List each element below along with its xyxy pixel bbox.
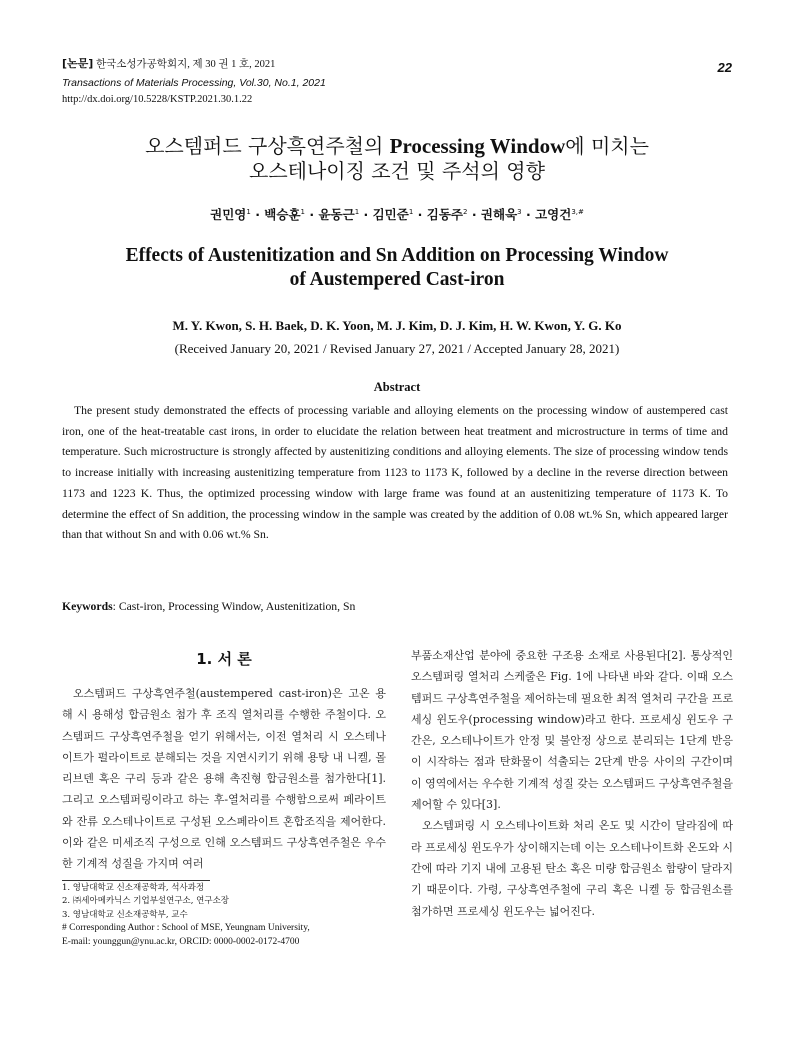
author-affil: 2 — [463, 207, 468, 216]
title-ko-line2: 오스테나이징 조건 및 주석의 영향 — [249, 159, 545, 183]
body-text-left: 오스템퍼드 구상흑연주철(austempered cast-iron)은 고온 용해 시 용해성 합금원소 첨가 후 조직 열처리를 수행한 주철이다. 오스템퍼드 구상흑연주철을 얻기 위해서는, 이전 열처리 시 오스테나이트가 펄라이트로 분해되는 것을 지연시키기 위해 용탕 내 니켈, 몰리브덴 혹은 구리 등과 같은 용해 촉진형 합금원소를 첨가한다[1]. 그리고 오스템퍼링이라고 하는 후-열처리를 수행함으로써 페라이트와 잔류 오스테나이트로 구성된 오스페라이트 혼합조직을 제어한다. 이와 같은 미세조직 구성으로 인해 오스템퍼드 구상흑연주철은 우수한 기계적 성질을 가지며 여러 — [62, 687, 386, 871]
author-affil: 1 — [300, 207, 305, 216]
keywords — [62, 600, 355, 613]
doi-link[interactable]: http://dx.doi.org/10.5228/KSTP.2021.30.1.22 — [62, 94, 253, 105]
authors-en: M. Y. Kwon, S. H. Baek, D. K. Yoon, M. J. Kim, D. J. Kim, H. W. Kwon, Y. G. Ko — [172, 318, 622, 333]
author-affil: 1 — [408, 207, 414, 216]
author-affil: 3,# — [571, 207, 584, 216]
author-ko: 고영건 — [535, 207, 572, 222]
paragraph: 오스템퍼링 시 오스테나이트화 처리 온도 및 시간이 달라짐에 따라 프로세싱 윈도우가 상이해지는데 이는 오스테나이트화 온도와 시간에 따라 기지 내에 고용된 탄소 혹은 미량 합금원소 함량이 달라지기 때문이다. 가령, 구상흑연주철에 구리 혹은 니켈 등 합금원소를 첨가하면 프로세싱 윈도우는 넓어진다. — [411, 819, 734, 918]
footnote-affiliation-2: 2. ㈜세아메카닉스 기업부설연구소, 연구소장 — [62, 896, 230, 907]
footnote-email: E-mail: younggun@ynu.ac.kr, ORCID: 0000-0002-0172-4700 — [62, 936, 300, 947]
paper-type-tag: [논문] — [62, 57, 94, 70]
title-ko-en: Processing Window — [389, 134, 566, 158]
journal-name-en: Transactions of Materials Processing, Vol.30, No.1, 2021 — [62, 77, 326, 89]
author-ko: 김동주 — [426, 207, 463, 222]
title-ko-pre: 오스템퍼드 구상흑연주철의 — [145, 134, 390, 158]
footnotes — [62, 882, 392, 949]
author-ko: 김민준 — [372, 207, 409, 222]
author-affil: 3 — [517, 207, 522, 216]
author-affil: 1 — [354, 207, 360, 216]
section-heading: 1. 서 론 — [196, 650, 252, 668]
abstract-heading: Abstract — [373, 380, 421, 394]
submission-dates: (Received January 20, 2021 / Revised January 27, 2021 / Accepted January 28, 2021) — [174, 341, 620, 356]
journal-header-ko — [62, 57, 275, 72]
author-ko: 윤동근 — [318, 207, 355, 222]
title-en-line1: Effects of Austenitization and Sn Addition on Processing Window — [125, 245, 669, 266]
title-en — [0, 244, 794, 292]
authors-ko: 권민영$^1$ · 백승훈$^1$ · 윤동근$^1$ · 김민준$^1$ · 김동주$^2$ · 권해욱$^3$ · 고영건$^{3,\#}$ — [210, 207, 584, 222]
author-affil: 1 — [246, 207, 251, 216]
paragraph: 부품소재산업 분야에 중요한 구조용 소재로 사용된다[2]. 통상적인 오스템퍼링 열처리 스케줄은 Fig. 1에 나타낸 바와 같다. 이때 오스템퍼드 구상흑연주철을 제어하는데 필요한 최적 열처리 구간을 프로세싱 윈도우(processing window)라고 한다. 프로세싱 윈도우 구간은, 오스테나이트가 안정 및 불안정 상으로 분리되는 1단계 반응이 시작하는 점과 탄화물이 석출되는 2단계 반응 사이의 구간이며 이 영역에서는 우수한 기계적 성질 갖는 오스템퍼드 구상흑연주철을 제어할 수 있다[3]. — [411, 649, 734, 812]
journal-name-ko: 한국소성가공학회지, 제 30 권 1 호, 2021 — [95, 59, 276, 70]
title-ko-post: 에 미치는 — [565, 134, 649, 158]
keywords-text: : Cast-iron, Processing Window, Austenitization, Sn — [112, 600, 356, 613]
author-ko: 백승훈 — [264, 207, 301, 222]
footnote-affiliation-3: 3. 영남대학교 신소재공학부, 교수 — [62, 909, 188, 920]
footnote-affiliation-1: 1. 영남대학교 신소재공학과, 석사과정 — [62, 883, 205, 893]
title-en-line2: of Austempered Cast-iron — [289, 269, 505, 290]
page-number: 22 — [717, 60, 732, 75]
title-ko-line1 — [0, 134, 794, 159]
author-ko: 권해욱 — [480, 207, 518, 222]
keywords-label: Keywords — [62, 600, 113, 613]
body-text-right — [411, 645, 733, 922]
footnote-corresponding: # Corresponding Author : School of MSE, Yeungnam University, — [62, 923, 310, 934]
abstract-text: The present study demonstrated the effects of processing variable and alloying elements on the processing window of austempered cast iron, one of the heat-treatable cast irons, in order to elucidate the relation between heat treatment and microstructure in terms of time and temperature. Such microstructure is strongly affected by austenitizing conditions and alloying elements. The size of processing window tends to increase initially with increasing austenitizing temperature from 1123 to 1173 K, followed by a decline in the reverse direction between 1173 and 1223 K. Thus, the optimized processing window with large frame was found at an austenitizing temperature of 1173 K. To determine the effect of Sn addition, the processing window in the sample was created by the addition of 0.08 wt.% Sn, which appeared larger than that without Sn and with 0.06 wt.% Sn. — [62, 404, 728, 542]
footnote-divider — [62, 880, 210, 881]
author-ko: 권민영 — [210, 207, 247, 222]
